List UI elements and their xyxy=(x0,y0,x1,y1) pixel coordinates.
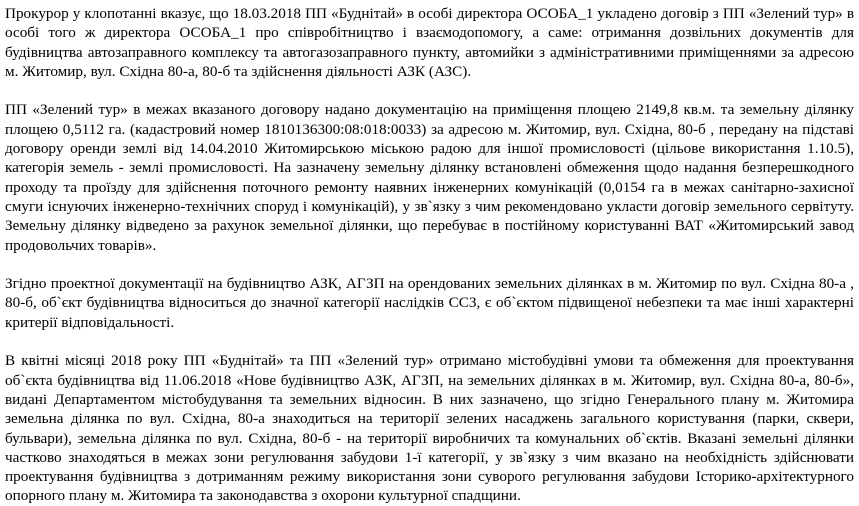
paragraph-gap xyxy=(5,81,854,100)
paragraph-urban-planning-conditions: В квітні місяці 2018 року ПП «Буднітай» та ПП «Зелений тур» отримано містобудівні умови та обмеження для проектування об`єкта будівництва від 11.06.2018 «Нове будівництво АЗК, АГЗП, на земельних ділянках в м. Житомир, вул. Східна 80-а, 80-б», видані Департаментом містобудування та земельних відносин. В них зазначено, що згідно Генерального плану м. Житомира земельна ділянка по вул. Східна, 80-а знаходиться на території зелених насаджень загального користування (парки, сквери, бульвари), земельна ділянка по вул. Східна, 80-б - на території виробничих та комунальних об`єктів. Вказані земельні ділянки частково знаходяться в межах зони регулювання забудови 1-ї категорії, у зв`язку з чим вказано на необхідність здійснювати проектування будівництва з дотриманням режиму використання зони суворого регулювання забудови Історико-архітектурного опорного плану м. Житомира та законодавства з охорони культурної спадщини. xyxy=(5,352,854,505)
paragraph-gap xyxy=(5,332,854,351)
paragraph-project-documentation: Згідно проектної документації на будівництво АЗК, АГЗП на орендованих земельних ділянках в м. Житомир по вул. Східна 80-а , 80-б, об`єкт будівництва відноситься до значної категорії наслідків СС3, є об`єктом підвищеної небезпеки та має інші характерні критерії відповідальності. xyxy=(5,275,854,331)
paragraph-prosecutor-motion: Прокурор у клопотанні вказує, що 18.03.2018 ПП «Буднітай» в особі директора ОСОБА_1 укладено договір з ПП «Зелений тур» в особі того ж директора ОСОБА_1 про співробітництво і взаємодопомогу, а саме: отримання дозвільних документів для будівництва автозаправного комплексу та автогазозаправного пункту, автомийки з адміністративними приміщеннями за адресою м. Житомир, вул. Східна 80-а, 80-б та здійснення діяльності АЗК (АЗС). xyxy=(5,5,854,80)
paragraph-gap xyxy=(5,255,854,274)
paragraph-land-documentation: ПП «Зелений тур» в межах вказаного договору надано документацію на приміщення площею 2149,8 кв.м. та земельну ділянку площею 0,5112 га. (кадастровий номер 1810136300:08:018:0033) за адресою м. Житомир, вул. Східна, 80-б , передану на підставі договору оренди землі від 14.04.2010 Житомирською міською радою для іншої промисловості (цільове використання 1.10.5), категорія земель - землі промисловості. На зазначену земельну ділянку встановлені обмеження щодо надання безперешкодного проходу та проїзду для здійснення поточного ремонту наявних інженерних комунікацій (0,0154 га в межах санітарно-захисної смуги існуючих інженерно-технічних споруд і комунікацій), у зв`язку з чим рекомендовано укласти договір земельного сервітуту. Земельну ділянку відведено за рахунок земельної ділянки, що перебуває в постійному користуванні ВАТ «Житомирський завод продовольчих товарів». xyxy=(5,101,854,254)
